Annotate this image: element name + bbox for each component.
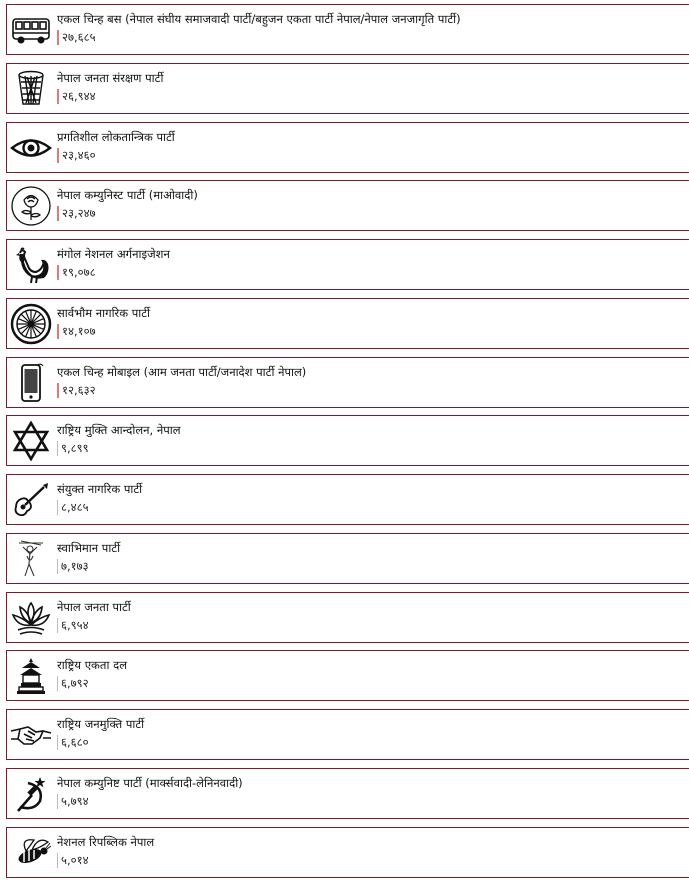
result-card [6, 298, 689, 349]
results-list [6, 4, 689, 885]
party-name: राष्ट्रिय एकता दल [57, 658, 127, 673]
eye-icon [10, 127, 52, 169]
wheel-icon [10, 303, 52, 345]
result-card [6, 827, 689, 878]
result-card [6, 592, 689, 643]
result-card [6, 180, 689, 231]
party-name: नेपाल जनता संरक्षण पार्टी [57, 70, 164, 85]
result-card [6, 4, 689, 55]
party-name: नेपाल जनता पार्टी [57, 599, 131, 614]
vote-count: २७,६८५ [57, 30, 96, 45]
handshake-icon [10, 714, 52, 756]
party-name: प्रगतिशील लोकतान्त्रिक पार्टी [57, 129, 175, 144]
result-card [6, 122, 689, 173]
vote-count: २३,२४७ [57, 206, 96, 221]
vote-count: ८,४८५ [57, 500, 89, 515]
party-name: संयुक्त नागरिक पार्टी [57, 482, 143, 496]
result-card [6, 650, 689, 701]
vote-count: ५,०१४ [57, 853, 89, 868]
bee-icon [10, 832, 52, 874]
bus-icon [10, 9, 52, 51]
vote-count: ६,९५४ [57, 618, 89, 633]
vote-count: ५,७९४ [57, 794, 89, 809]
lotus-icon [10, 597, 52, 639]
farmer-icon [10, 538, 52, 580]
vote-count: ७,१७३ [57, 559, 89, 574]
guitar-icon [10, 479, 52, 521]
result-card [6, 63, 689, 114]
vote-count: २३,४६० [57, 148, 96, 163]
vote-count: ६,६८० [57, 735, 89, 750]
party-name: नेपाल कम्युनिस्ट पार्टी (माओवादी) [57, 188, 198, 203]
rose-icon [10, 185, 52, 227]
vote-count: ६,७९२ [57, 676, 89, 691]
hammer-sickle-icon [10, 773, 52, 815]
star-of-david-icon [10, 420, 52, 462]
vote-count: १९,०७८ [57, 265, 96, 280]
result-card [6, 768, 689, 819]
party-name: स्वाभिमान पार्टी [57, 540, 121, 555]
party-name: राष्ट्रिय जनमुक्ति पार्टी [57, 717, 145, 731]
party-name: सार्वभौम नागरिक पार्टी [57, 305, 151, 320]
party-name: राष्ट्रिय मुक्ति आन्दोलन, नेपाल [57, 423, 181, 438]
result-card [6, 533, 689, 584]
party-name: एकल चिन्ह बस (नेपाल संघीय समाजवादी पार्टी/बहुजन एकता पार्टी नेपाल/नेपाल जनजागृति पार्टी) [57, 12, 461, 26]
party-name: एकल चिन्ह मोबाइल (आम जनता पार्टी/जनादेश पार्टी नेपाल) [57, 364, 307, 379]
temple-icon [10, 655, 52, 697]
vote-count: २६,९४४ [57, 89, 96, 104]
vote-count: १२,६३२ [57, 383, 96, 398]
result-card [6, 357, 689, 408]
result-card [6, 474, 689, 525]
basket-icon [10, 68, 52, 110]
result-card [6, 239, 689, 290]
result-card [6, 415, 689, 466]
vote-count: १४,१०७ [57, 324, 96, 339]
party-name: नेशनल रिपब्लिक नेपाल [57, 834, 155, 849]
vote-count: ९,८९९ [57, 441, 89, 456]
party-name: मंगोल नेशनल अर्गनाइजेशन [57, 247, 170, 261]
rooster-icon [10, 244, 52, 286]
mobile-phone-icon [10, 362, 52, 404]
party-name: नेपाल कम्युनिष्ट पार्टी (मार्क्सवादी-लेनिनवादी) [57, 775, 243, 790]
result-card [6, 709, 689, 760]
